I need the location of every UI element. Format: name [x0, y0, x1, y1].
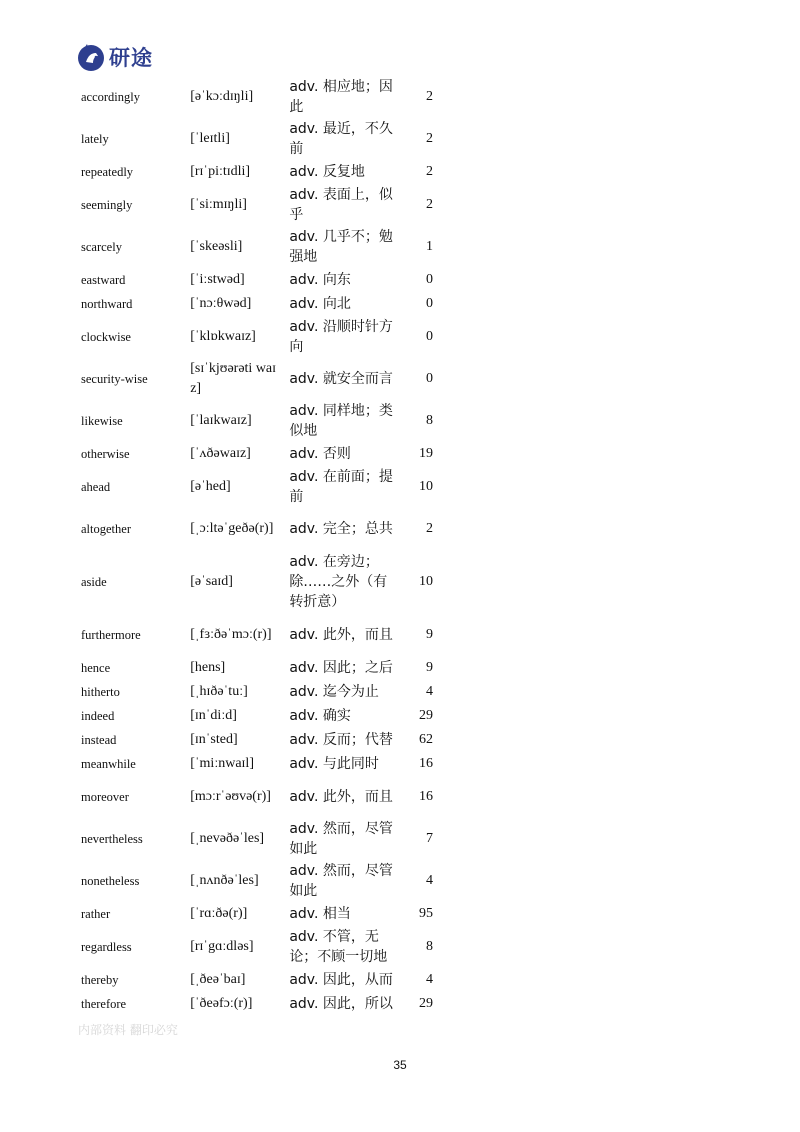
table-row [78, 316, 436, 358]
phonetic-cell: [ˌðeəˈbaɪ] [190, 972, 246, 987]
count-cell: 0 [426, 371, 433, 386]
table-row [78, 656, 436, 680]
meaning-cell: adv. 表面上，似乎 [289, 187, 393, 223]
table-row [78, 358, 436, 400]
table-row [78, 292, 436, 316]
page-number: 35 [393, 1058, 407, 1072]
phonetic-cell: [əˈkɔːdɪŋli] [190, 89, 254, 104]
meaning-cell: adv. 向东 [289, 272, 351, 288]
table-row [78, 118, 436, 160]
meaning-cell: adv. 就安全而言 [289, 371, 393, 387]
phonetic-cell: [ˈklɒkwaɪz] [190, 329, 256, 344]
meaning-cell: adv. 迄今为止 [289, 684, 379, 700]
word-cell: northward [81, 296, 133, 311]
word-cell: meanwhile [81, 756, 136, 771]
meaning-cell: adv. 然而，尽管如此 [289, 821, 393, 857]
word-cell: thereby [81, 972, 119, 987]
phonetic-cell: [ˌɔːltəˈgeðə(r)] [190, 521, 274, 536]
meaning-cell: adv. 反而；代替 [289, 732, 393, 748]
phonetic-cell: [ˈlaɪkwaɪz] [190, 413, 252, 428]
count-cell: 8 [426, 939, 433, 954]
phonetic-cell: [mɔːrˈəʊvə(r)] [190, 789, 271, 804]
count-cell: 16 [419, 756, 433, 771]
table-row [78, 992, 436, 1016]
table-row [78, 268, 436, 292]
table-row [78, 508, 436, 550]
word-cell: furthermore [81, 627, 141, 642]
table-row [78, 442, 436, 466]
meaning-cell: adv. 相当 [289, 906, 351, 922]
meaning-cell: adv. 几乎不；勉强地 [289, 229, 393, 265]
count-cell: 4 [426, 684, 433, 699]
meaning-cell: adv. 与此同时 [289, 756, 379, 772]
table-row [78, 818, 436, 860]
word-cell: therefore [81, 996, 127, 1011]
count-cell: 10 [419, 574, 433, 589]
phonetic-cell: [əˈsaɪd] [190, 574, 233, 589]
phonetic-cell: [ˌfɜːðəˈmɔː(r)] [190, 627, 272, 642]
word-cell: ahead [81, 479, 111, 494]
meaning-cell: adv. 此外，而且 [289, 789, 393, 805]
meaning-cell: adv. 确实 [289, 708, 351, 724]
phonetic-cell: [hens] [190, 660, 226, 675]
word-cell: moreover [81, 789, 129, 804]
table-row [78, 704, 436, 728]
meaning-cell: adv. 同样地；类似地 [289, 403, 393, 439]
phonetic-cell: [sɪˈkjʊərəti waɪz] [190, 361, 277, 396]
meaning-cell: adv. 在旁边；除……之外（有转折意） [289, 554, 388, 610]
phonetic-cell: [əˈhed] [190, 479, 231, 494]
word-cell: aside [81, 574, 107, 589]
count-cell: 2 [426, 521, 433, 536]
word-cell: hitherto [81, 684, 120, 699]
meaning-cell: adv. 因此，从而 [289, 972, 393, 988]
meaning-cell: adv. 在前面；提前 [289, 469, 393, 505]
table-row [78, 902, 436, 926]
table-row [78, 926, 436, 968]
table-row [78, 614, 436, 656]
meaning-cell: adv. 沿顺时针方向 [289, 319, 393, 355]
phonetic-cell: [ˈleɪtli] [190, 131, 230, 146]
count-cell: 8 [426, 413, 433, 428]
count-cell: 16 [419, 789, 433, 804]
phonetic-cell: [ˈʌðəwaɪz] [190, 446, 251, 461]
word-cell: nonetheless [81, 873, 140, 888]
word-cell: hence [81, 660, 111, 675]
word-cell: security-wise [81, 371, 148, 386]
meaning-cell: adv. 因此；之后 [289, 660, 393, 676]
brand-logo [76, 42, 153, 72]
word-cell: rather [81, 906, 111, 921]
word-cell: instead [81, 732, 117, 747]
phonetic-cell: [rɪˈgɑːdləs] [190, 939, 254, 954]
table-row [78, 160, 436, 184]
count-cell: 95 [419, 906, 433, 921]
meaning-cell: adv. 最近，不久前 [289, 121, 393, 157]
table-row [78, 184, 436, 226]
brand-name: 研途 [109, 46, 153, 70]
phonetic-cell: [rɪˈpiːtɪdli] [190, 164, 251, 179]
count-cell: 10 [419, 479, 433, 494]
word-cell: otherwise [81, 446, 130, 461]
word-cell: accordingly [81, 89, 141, 104]
meaning-cell: adv. 完全；总共 [289, 521, 393, 537]
meaning-cell: adv. 相应地；因此 [289, 79, 393, 115]
table-row [78, 226, 436, 268]
table-row [78, 680, 436, 704]
meaning-cell: adv. 反复地 [289, 164, 365, 180]
table-row [78, 776, 436, 818]
phonetic-cell: [ˈðeəfɔː(r)] [190, 996, 253, 1011]
table-row [78, 860, 436, 902]
count-cell: 7 [426, 831, 433, 846]
phonetic-cell: [ˌhɪðəˈtuː] [190, 684, 248, 699]
phonetic-cell: [ˌnʌnðəˈles] [190, 873, 259, 888]
watermark-text: 内部资料 翻印必究 [78, 1023, 178, 1037]
count-cell: 0 [426, 272, 433, 287]
table-row [78, 968, 436, 992]
count-cell: 9 [426, 627, 433, 642]
table-row [78, 752, 436, 776]
word-cell: nevertheless [81, 831, 143, 846]
count-cell: 2 [426, 164, 433, 179]
table-row [78, 76, 436, 118]
phonetic-cell: [ɪnˈdiːd] [190, 708, 237, 723]
meaning-cell: adv. 否则 [289, 446, 351, 462]
table-row [78, 400, 436, 442]
phonetic-cell: [ˈmiːnwaɪl] [190, 756, 254, 771]
table-row [78, 550, 436, 614]
meaning-cell: adv. 此外，而且 [289, 627, 393, 643]
count-cell: 2 [426, 131, 433, 146]
count-cell: 1 [426, 239, 433, 254]
word-cell: indeed [81, 708, 115, 723]
table-row [78, 466, 436, 508]
count-cell: 19 [419, 446, 433, 461]
word-cell: eastward [81, 272, 126, 287]
phonetic-cell: [ˈiːstwəd] [190, 272, 245, 287]
count-cell: 2 [426, 197, 433, 212]
phonetic-cell: [ˈnɔːθwəd] [190, 296, 252, 311]
phonetic-cell: [ˌnevəðəˈles] [190, 831, 265, 846]
phonetic-cell: [ɪnˈsted] [190, 732, 238, 747]
phonetic-cell: [ˈrɑːðə(r)] [190, 906, 248, 921]
word-cell: repeatedly [81, 164, 134, 179]
vocabulary-table [78, 76, 436, 1016]
meaning-cell: adv. 不管，无论；不顾一切地 [289, 929, 388, 965]
word-cell: clockwise [81, 329, 131, 344]
word-cell: scarcely [81, 239, 122, 254]
count-cell: 0 [426, 296, 433, 311]
table-row [78, 728, 436, 752]
meaning-cell: adv. 因此，所以 [289, 996, 393, 1012]
word-cell: altogether [81, 521, 131, 536]
unicorn-logo-icon [76, 42, 106, 72]
count-cell: 4 [426, 972, 433, 987]
count-cell: 2 [426, 89, 433, 104]
count-cell: 4 [426, 873, 433, 888]
meaning-cell: adv. 然而，尽管如此 [289, 863, 393, 899]
meaning-cell: adv. 向北 [289, 296, 351, 312]
word-cell: lately [81, 131, 109, 146]
count-cell: 0 [426, 329, 433, 344]
phonetic-cell: [ˈskeəsli] [190, 239, 243, 254]
count-cell: 62 [419, 732, 433, 747]
word-cell: seemingly [81, 197, 133, 212]
word-cell: likewise [81, 413, 123, 428]
word-cell: regardless [81, 939, 132, 954]
phonetic-cell: [ˈsiːmɪŋli] [190, 197, 247, 212]
count-cell: 9 [426, 660, 433, 675]
count-cell: 29 [419, 708, 433, 723]
count-cell: 29 [419, 996, 433, 1011]
